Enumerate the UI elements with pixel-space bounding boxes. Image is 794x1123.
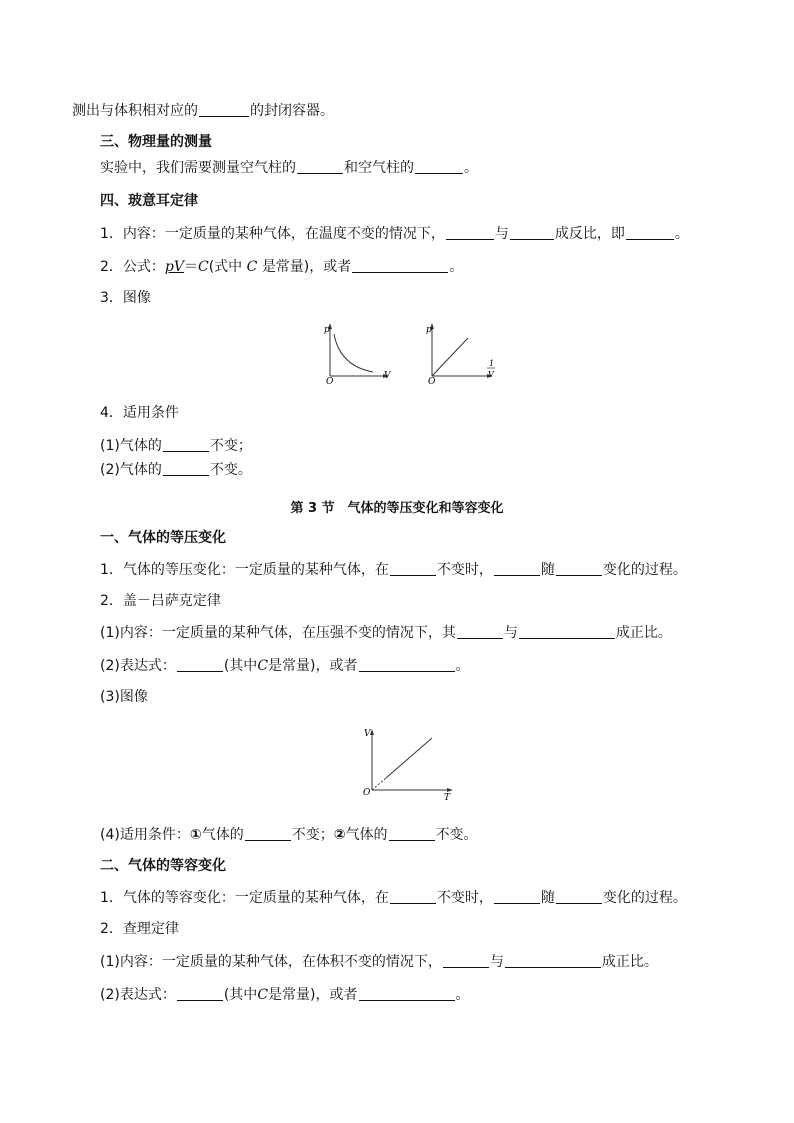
graph-p-inverse-v — [420, 320, 506, 388]
text: (2)表达式： — [100, 658, 176, 674]
text: 不变。 — [435, 827, 478, 843]
origin-label: O — [326, 377, 334, 387]
blank — [494, 561, 540, 576]
gay-lussac-expression — [100, 657, 470, 675]
heading-isobaric: 一、气体的等压变化 — [100, 530, 226, 546]
text: 是常量)，或者 — [268, 658, 358, 674]
text: 变化的过程。 — [602, 890, 687, 906]
text: (1)内容：一定质量的某种气体，在体积不变的情况下， — [100, 954, 442, 970]
blank — [446, 225, 494, 240]
formula-c: C — [198, 259, 209, 275]
text: 与 — [494, 226, 509, 242]
blank — [297, 159, 343, 174]
text: 不变时， — [436, 890, 493, 906]
text: (2)表达式： — [100, 987, 176, 1003]
blank — [163, 461, 209, 476]
boyle-conditions-title: 4．适用条件 — [100, 405, 179, 421]
blank — [359, 657, 455, 672]
origin-label: O — [428, 377, 436, 387]
gay-lussac-image-label: (3)图像 — [100, 689, 148, 705]
gay-lussac-content — [100, 624, 672, 642]
text: (1)内容：一定质量的某种气体，在压强不变的情况下，其 — [100, 625, 456, 641]
boyle-condition-2 — [100, 461, 252, 479]
text: 测出与体积相对应的 — [72, 103, 198, 119]
isobaric-definition — [100, 561, 687, 579]
blank — [352, 258, 448, 273]
text: 变化的过程。 — [602, 562, 687, 578]
blank — [443, 953, 489, 968]
origin-label: O — [363, 788, 371, 798]
text: (其中 — [223, 987, 258, 1003]
text: 不变； — [291, 827, 334, 843]
blank — [245, 826, 291, 841]
charles-content — [100, 953, 658, 971]
text: 气体的 — [345, 827, 388, 843]
circle-number-2: ② — [333, 827, 346, 843]
section-title: 第 3 节 气体的等压变化和等容变化 — [290, 501, 504, 516]
formula-c: C — [257, 987, 269, 1003]
blank — [359, 986, 455, 1001]
circle-number-1: ① — [189, 827, 202, 843]
text: 。 — [674, 226, 689, 242]
text: 随 — [540, 890, 555, 906]
gay-lussac-conditions — [100, 826, 478, 844]
blank — [556, 889, 602, 904]
boyle-formula — [100, 258, 463, 276]
text: 的封闭容器。 — [250, 103, 334, 119]
text: 不变； — [209, 438, 252, 454]
axis-label-p: p — [324, 325, 330, 335]
boyle-condition-1 — [100, 437, 252, 455]
axis-label-p: p — [426, 325, 432, 335]
intro-line — [72, 102, 334, 120]
text: 1．气体的等压变化：一定质量的某种气体，在 — [100, 562, 389, 578]
text: 是常量)，或者 — [261, 259, 352, 275]
axis-label-den: V — [488, 370, 494, 379]
formula-c: C — [246, 259, 258, 275]
text: 随 — [540, 562, 555, 578]
blank — [626, 225, 674, 240]
blank — [389, 826, 435, 841]
axis-label-v: V — [384, 371, 391, 381]
text: 。 — [455, 987, 470, 1003]
axis-label-num: 1 — [489, 359, 495, 368]
text: ＝ — [184, 259, 198, 275]
heading-isochoric: 二、气体的等容变化 — [100, 858, 226, 874]
text: 1．气体的等容变化：一定质量的某种气体，在 — [100, 890, 389, 906]
blank — [177, 657, 223, 672]
blank — [510, 225, 554, 240]
formula-pv: pV — [164, 259, 184, 275]
heading-boyle: 四、玻意耳定律 — [100, 193, 198, 209]
text: 是常量)，或者 — [268, 987, 358, 1003]
gay-lussac-title: 2．盖－吕萨克定律 — [100, 593, 221, 609]
text: 实验中，我们需要测量空气柱的 — [100, 160, 296, 176]
blank — [505, 953, 601, 968]
blank — [390, 889, 436, 904]
text: (其中 — [223, 658, 258, 674]
text: (4)适用条件： — [100, 827, 190, 843]
text: 。 — [464, 160, 478, 176]
blank — [519, 624, 615, 639]
text: 2．公式： — [100, 259, 165, 275]
charles-expression — [100, 986, 470, 1004]
formula-c: C — [257, 658, 269, 674]
text: 成正比。 — [615, 625, 672, 641]
text: 1．内容：一定质量的某种气体，在温度不变的情况下， — [100, 226, 445, 242]
text: 成反比，即 — [554, 226, 625, 242]
blank — [199, 102, 249, 117]
boyle-image-label: 3．图像 — [100, 290, 151, 306]
text: 。 — [455, 658, 470, 674]
text: (1)气体的 — [100, 438, 162, 454]
blank — [177, 986, 223, 1001]
heading-measurement: 三、物理量的测量 — [100, 134, 212, 150]
text: 。 — [449, 259, 464, 275]
blank — [494, 889, 540, 904]
measurement-text — [100, 159, 478, 177]
text: (式中 — [208, 259, 243, 275]
axis-label-t: T — [444, 793, 451, 803]
graph-v-t — [356, 724, 460, 804]
text: 和空气柱的 — [344, 160, 414, 176]
text: 气体的 — [201, 827, 244, 843]
text: 与 — [489, 954, 504, 970]
text: 成正比。 — [601, 954, 658, 970]
blank — [457, 624, 503, 639]
boyle-content — [100, 225, 689, 243]
text: (2)气体的 — [100, 462, 162, 478]
blank — [163, 437, 209, 452]
charles-title: 2．查理定律 — [100, 921, 179, 937]
blank — [415, 159, 463, 174]
text: 与 — [503, 625, 518, 641]
blank — [390, 561, 436, 576]
text: 不变时， — [436, 562, 493, 578]
blank — [556, 561, 602, 576]
isochoric-definition — [100, 889, 687, 907]
axis-label-v: V — [364, 729, 371, 739]
text: 不变。 — [209, 462, 252, 478]
graph-p-v — [318, 320, 398, 388]
